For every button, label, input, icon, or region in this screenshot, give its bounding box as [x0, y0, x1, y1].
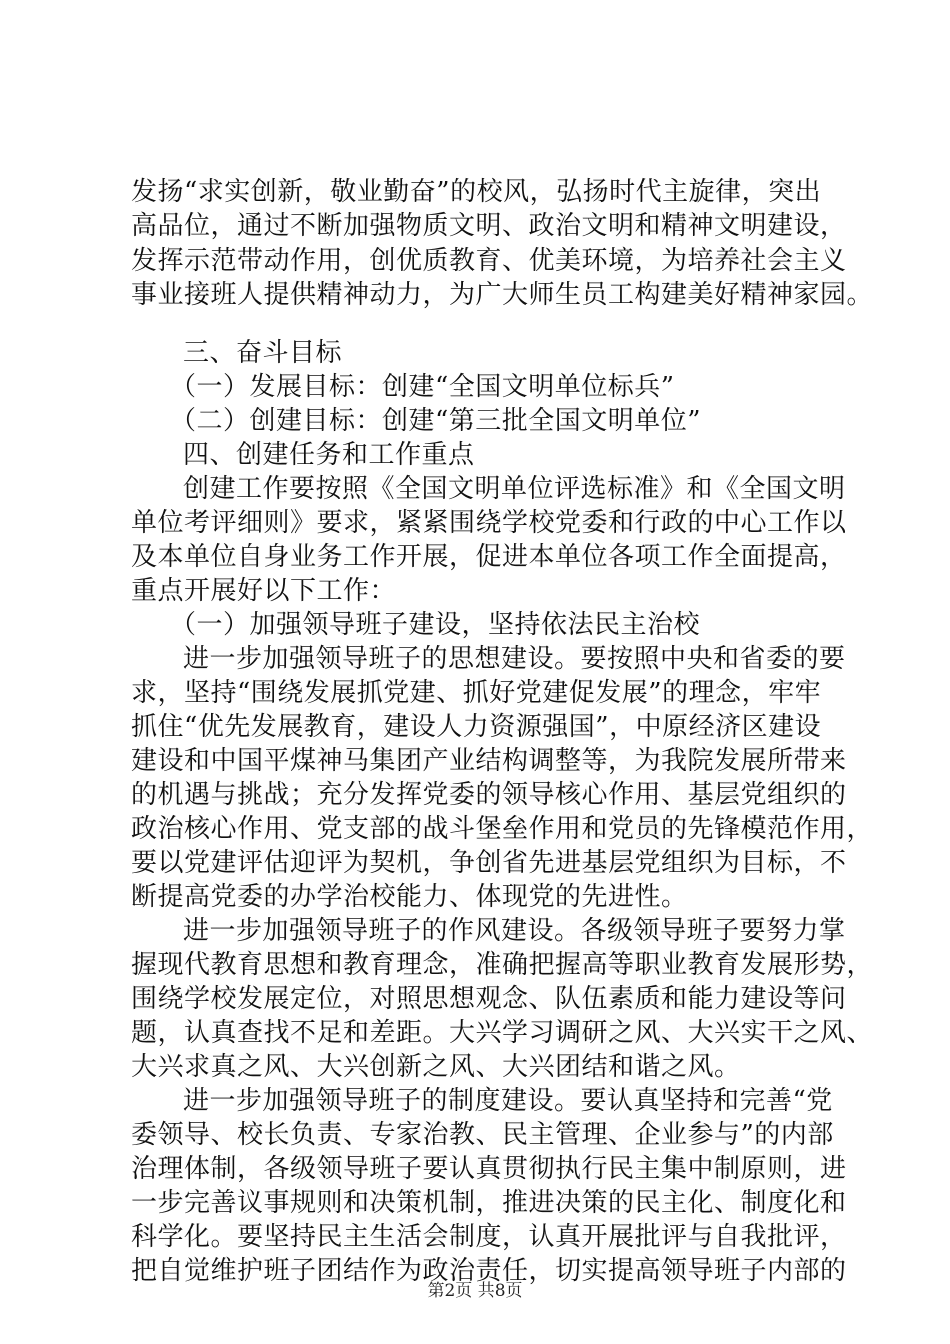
- paragraph-line: 建设和中国平煤神马集团产业结构调整等，为我院发展所带来: [131, 746, 847, 776]
- paragraph-line: 发扬“求实创新，敬业勤奋”的校风，弘扬时代主旋律，突出: [131, 177, 822, 207]
- paragraph-line: 抓住“优先发展教育，建设人力资源强国”，中原经济区建设: [131, 712, 822, 742]
- paragraph-line: 围绕学校发展定位，对照思想观念、队伍素质和能力建设等问: [131, 984, 847, 1014]
- paragraph-line: 单位考评细则》要求，紧紧围绕学校党委和行政的中心工作以: [131, 508, 847, 538]
- paragraph-line: 大兴求真之风、大兴创新之风、大兴团结和谐之风。: [131, 1052, 741, 1082]
- paragraph-line: 进一步加强领导班子的制度建设。要认真坚持和完善“党: [183, 1086, 833, 1116]
- subsection-heading: （一）加强领导班子建设，坚持依法民主治校: [170, 610, 701, 640]
- paragraph-line: 委领导、校长负责、专家治教、民主管理、企业参与”的内部: [131, 1120, 834, 1150]
- paragraph-line: 治理体制，各级领导班子要认真贯彻执行民主集中制原则，进: [131, 1154, 847, 1184]
- paragraph-line: 的机遇与挑战；充分发挥党委的领导核心作用、基层党组织的: [131, 780, 847, 810]
- section-heading: 四、创建任务和工作重点: [183, 440, 475, 470]
- subsection-heading: （二）创建目标：创建“第三批全国文明单位”: [170, 406, 702, 436]
- paragraph-line: 题，认真查找不足和差距。大兴学习调研之风、大兴实干之风、: [131, 1018, 874, 1048]
- paragraph-line: 进一步加强领导班子的作风建设。各级领导班子要努力掌: [183, 916, 846, 946]
- paragraph-line: 断提高党委的办学治校能力、体现党的先进性。: [131, 882, 688, 912]
- paragraph-line: 求，坚持“围绕发展抓党建、抓好党建促发展”的理念，牢牢: [131, 678, 822, 708]
- paragraph-line: 握现代教育思想和教育理念，准确把握高等职业教育发展形势，: [131, 950, 874, 980]
- paragraph-line: 科学化。要坚持民主生活会制度，认真开展批评与自我批评，: [131, 1222, 847, 1252]
- paragraph-line: 及本单位自身业务工作开展，促进本单位各项工作全面提高，: [131, 542, 847, 572]
- section-heading: 三、奋斗目标: [183, 338, 343, 368]
- paragraph-line: 重点开展好以下工作：: [131, 576, 397, 606]
- page-number-footer: 第2页 共8页: [427, 1281, 523, 1301]
- paragraph-line: 一步完善议事规则和决策机制，推进决策的民主化、制度化和: [131, 1188, 847, 1218]
- paragraph-line: 把自觉维护班子团结作为政治责任，切实提高领导班子内部的: [131, 1256, 847, 1286]
- paragraph-line: 发挥示范带动作用，创优质教育、优美环境，为培养社会主义: [131, 246, 847, 276]
- subsection-heading: （一）发展目标：创建“全国文明单位标兵”: [170, 372, 675, 402]
- paragraph-line: 高品位，通过不断加强物质文明、政治文明和精神文明建设，: [131, 211, 847, 241]
- paragraph-line: 要以党建评估迎评为契机，争创省先进基层党组织为目标，不: [131, 848, 847, 878]
- paragraph-line: 事业接班人提供精神动力，为广大师生员工构建美好精神家园。: [131, 280, 874, 310]
- paragraph-line: 政治核心作用、党支部的战斗堡垒作用和党员的先锋模范作用，: [131, 814, 874, 844]
- paragraph-line: 进一步加强领导班子的思想建设。要按照中央和省委的要: [183, 644, 846, 674]
- paragraph-line: 创建工作要按照《全国文明单位评选标准》和《全国文明: [183, 474, 846, 504]
